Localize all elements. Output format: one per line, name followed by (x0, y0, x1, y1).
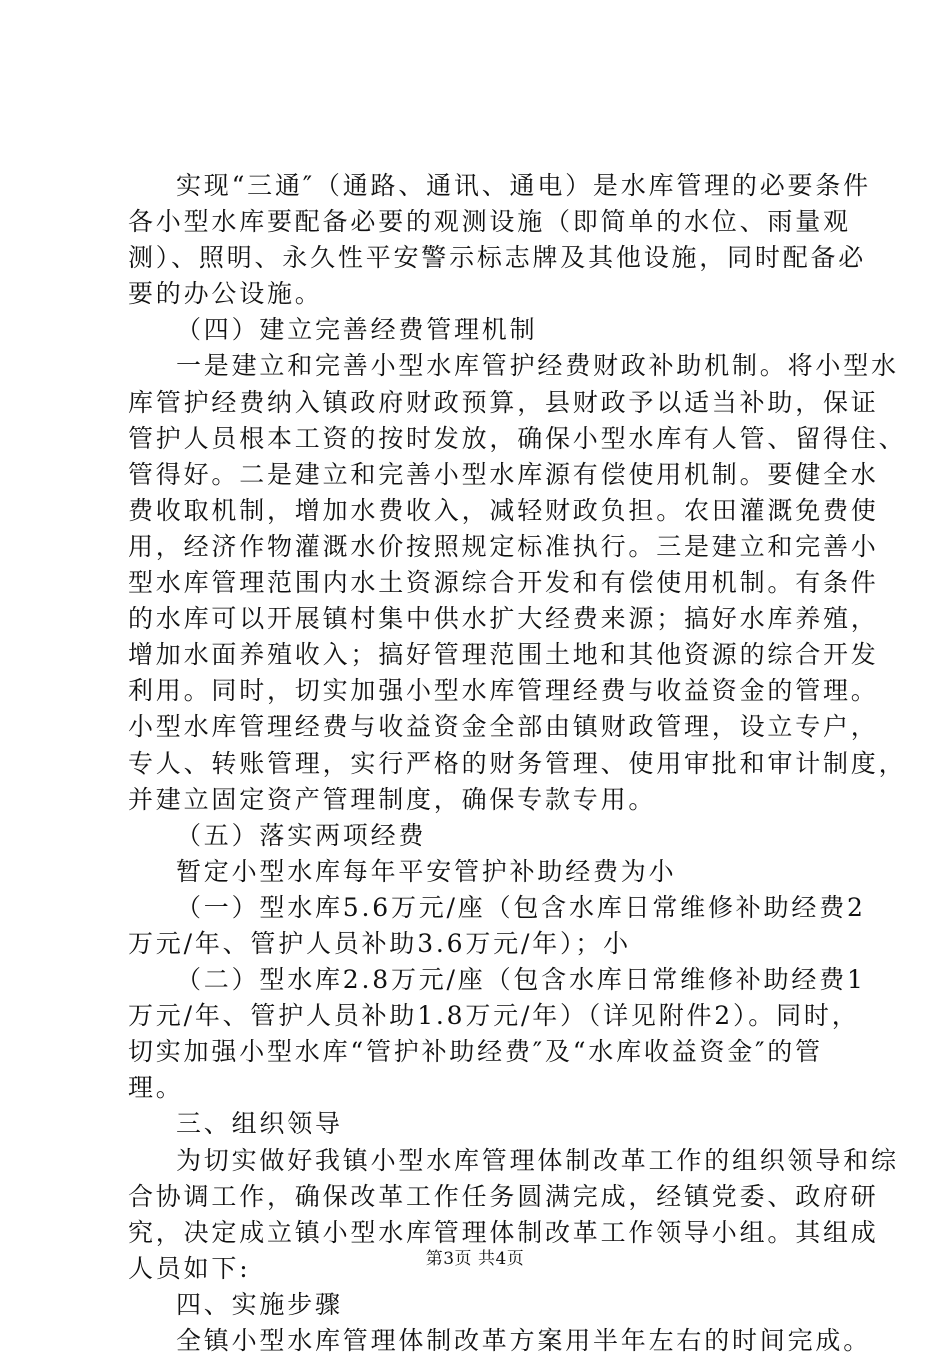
text-line: 切实加强小型水库“管护补助经费″及“水库收益资金″的管 (128, 1037, 823, 1067)
document-body (128, 168, 907, 1359)
text-line: （四）建立完善经费管理机制 (176, 315, 538, 345)
text-line: 用，经济作物灌溉水价按照规定标准执行。三是建立和完善小 (128, 531, 879, 561)
text-line: 增加水面养殖收入；搞好管理范围土地和其他资源的综合开发 (128, 640, 879, 670)
text-line: 四、实施步骤 (176, 1289, 343, 1319)
text-line: 管护人员根本工资的按时发放，确保小型水库有人管、留得住、 (128, 423, 907, 453)
text-line: 小型水库管理经费与收益资金全部由镇财政管理，设立专户， (128, 712, 879, 742)
text-line: 并建立固定资产管理制度，确保专款专用。 (128, 784, 657, 814)
text-line: 一是建立和完善小型水库管护经费财政补助机制。将小型水 (176, 351, 899, 381)
text-line: 人员如下: (128, 1253, 251, 1283)
text-line: 究，决定成立镇小型水库管理体制改革工作领导小组。其组成 (128, 1217, 879, 1247)
text-line: 要的办公设施。 (128, 279, 323, 309)
text-line: 万元/年、管护人员补助3.6万元/年）；小 (128, 928, 631, 958)
text-line: 万元/年、管护人员补助1.8万元/年）（详见附件2）。同时， (128, 1001, 860, 1031)
text-line: 全镇小型水库管理体制改革方案用半年左右的时间完成。 (176, 1326, 872, 1355)
page-footer: 第3页 共4页 (425, 1249, 525, 1269)
text-line: （五）落实两项经费 (176, 820, 427, 850)
text-line: （一）型水库5.6万元/座（包含水库日常维修补助经费2 (176, 892, 866, 922)
text-line: 为切实做好我镇小型水库管理体制改革工作的组织领导和综 (176, 1145, 899, 1175)
text-line: 各小型水库要配备必要的观测设施（即简单的水位、雨量观 (128, 207, 851, 237)
text-line: 利用。同时，切实加强小型水库管理经费与收益资金的管理。 (128, 676, 879, 706)
text-line: 的水库可以开展镇村集中供水扩大经费来源；搞好水库养殖， (128, 604, 879, 634)
text-line: 三、组织领导 (176, 1109, 343, 1139)
text-line: 费收取机制，增加水费收入，减轻财政负担。农田灌溉免费使 (128, 495, 879, 525)
text-line: 专人、转账管理，实行严格的财务管理、使用审批和审计制度， (128, 748, 907, 778)
text-line: 实现“三通″（通路、通讯、通电）是水库管理的必要条件 (176, 171, 871, 200)
text-line: 理。 (128, 1073, 184, 1103)
text-line: 型水库管理范围内水土资源综合开发和有偿使用机制。有条件 (128, 568, 879, 598)
text-line: 管得好。二是建立和完善小型水库源有偿使用机制。要健全水 (128, 459, 879, 489)
text-line: 合协调工作，确保改革工作任务圆满完成，经镇党委、政府研 (128, 1181, 879, 1211)
text-line: （二）型水库2.8万元/座（包含水库日常维修补助经费1 (176, 965, 866, 995)
text-line: 测）、照明、永久性平安警示标志牌及其他设施，同时配备必 (128, 243, 867, 273)
text-line: 库管护经费纳入镇政府财政预算，县财政予以适当补助，保证 (128, 387, 879, 417)
text-line: 暂定小型水库每年平安管护补助经费为小 (176, 856, 677, 886)
